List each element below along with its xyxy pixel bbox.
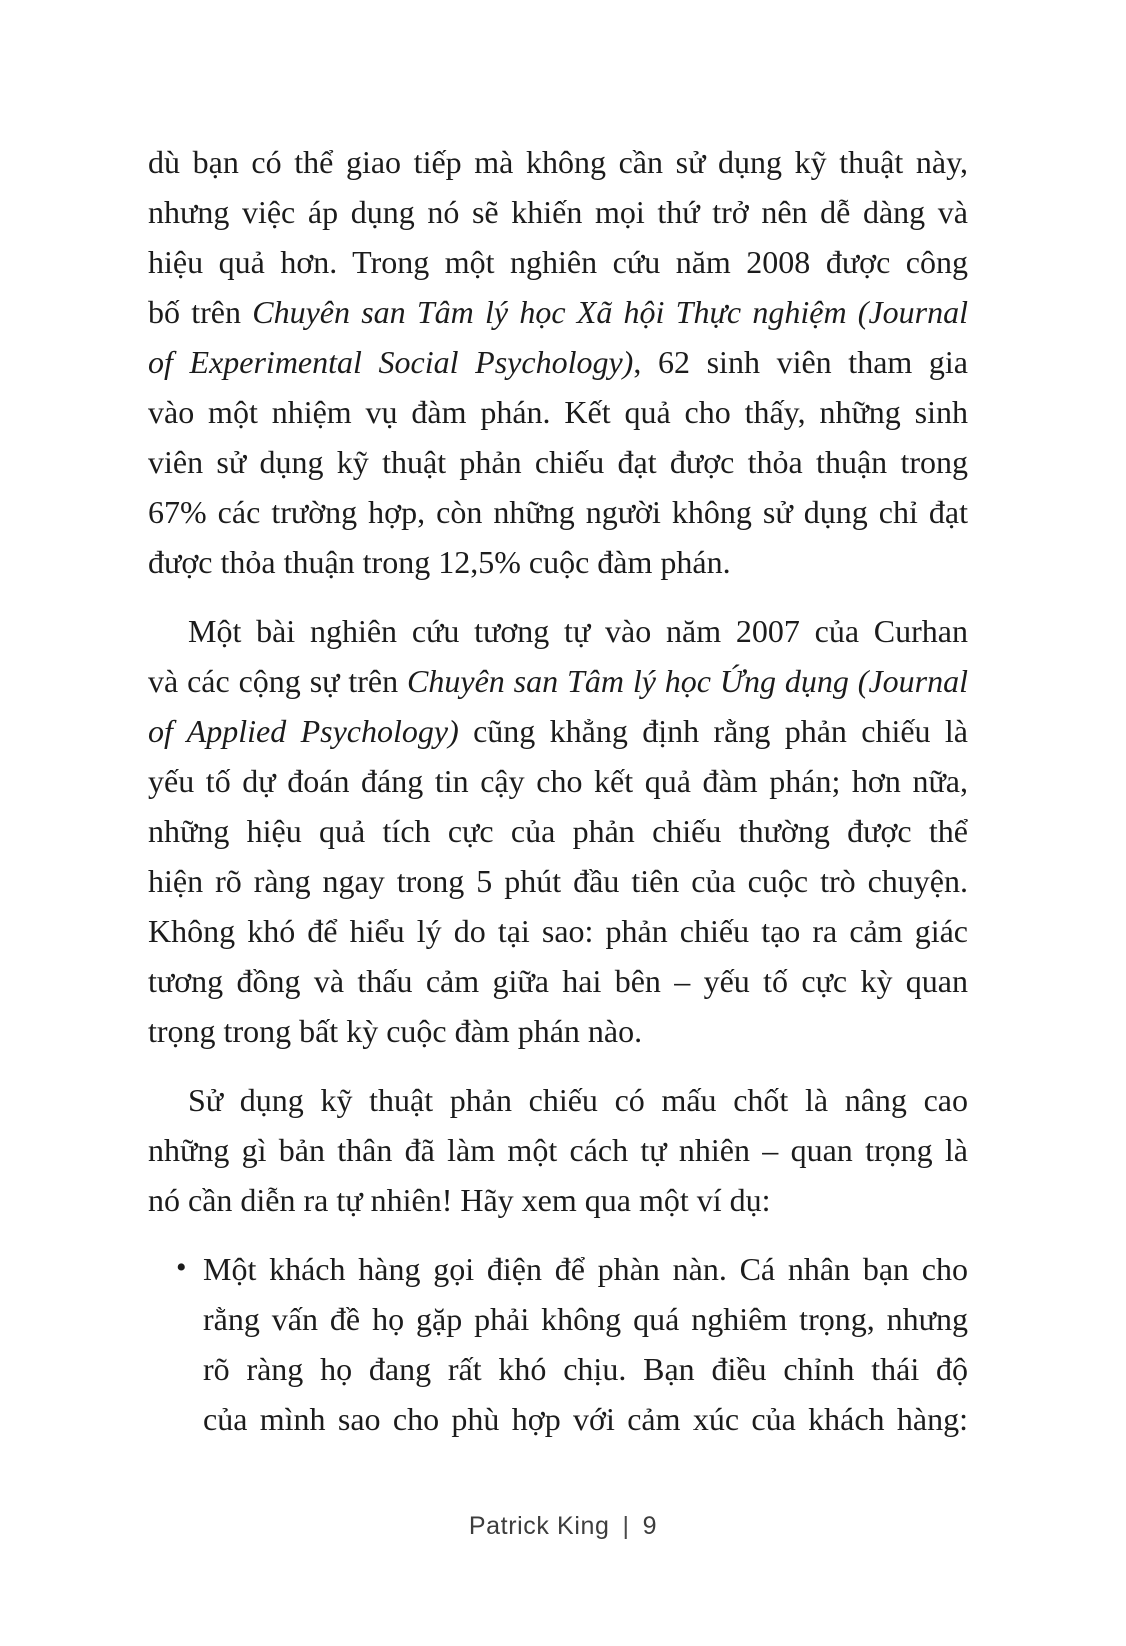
text-line [148,1006,968,1056]
text-line [148,237,968,287]
text-line [148,137,968,187]
text-segment: và các cộng sự trên [148,663,408,699]
text-segment: , 62 sinh viên tham gia [633,344,969,380]
text-line [148,487,968,537]
text-line [148,287,968,337]
text-segment: hiện rõ ràng ngay trong 5 phút đầu tiên của cuộc trò chuyện. [148,863,968,899]
text-segment: những hiệu quả tích cực của phản chiếu thường được thể [148,813,968,849]
text-segment: tương đồng và thấu cảm giữa hai bên – yếu tố cực kỳ quan [148,963,968,999]
text-line [148,606,968,656]
text-line [148,656,968,706]
page-footer [0,1512,1126,1541]
text-segment: Một khách hàng gọi điện để phàn nàn. Cá nhân bạn cho [203,1251,968,1287]
text-line [148,706,968,756]
text-segment: 67% các trường hợp, còn những người không sử dụng chỉ đạt [148,494,968,530]
text-line [148,387,968,437]
text-segment: dù bạn có thể giao tiếp mà không cần sử dụng kỹ thuật này, [148,144,968,180]
text-line [148,187,968,237]
text-line [203,1294,968,1344]
paragraph [148,606,968,1056]
text-line [148,906,968,956]
text-segment: cũng khẳng định rằng phản chiếu là [458,713,969,749]
text-line [148,806,968,856]
text-segment: rõ ràng họ đang rất khó chịu. Bạn điều chỉnh thái độ [203,1351,968,1387]
text-segment: Không khó để hiểu lý do tại sao: phản chiếu tạo ra cảm giác [148,913,968,949]
italic-text-segment: Chuyên san Tâm lý học Xã hội Thực nghiệm (Journal [252,294,969,330]
text-line [203,1394,968,1444]
footer-author: Patrick King [468,1512,610,1540]
text-segment: của mình sao cho phù hợp với cảm xúc của khách hàng: [203,1401,968,1437]
text-segment: được thỏa thuận trong 12,5% cuộc đàm phán. [148,544,731,580]
text-segment: rằng vấn đề họ gặp phải không quá nghiêm trọng, nhưng [203,1301,968,1337]
text-line [148,856,968,906]
text-line [148,1175,968,1225]
body-text [148,137,968,1444]
text-segment: nhưng việc áp dụng nó sẽ khiến mọi thứ trở nên dễ dàng và [148,194,968,230]
text-segment: Một bài nghiên cứu tương tự vào năm 2007 của Curhan [188,613,968,649]
italic-text-segment: of Experimental Social Psychology) [148,344,634,380]
text-segment: nó cần diễn ra tự nhiên! Hãy xem qua một ví dụ: [148,1182,771,1218]
paragraph [148,1075,968,1225]
text-segment: hiệu quả hơn. Trong một nghiên cứu năm 2008 được công [148,244,968,280]
text-line [148,337,968,387]
text-line [203,1244,968,1294]
bullet-marker-icon: • [176,1251,187,1284]
text-line [148,1075,968,1125]
text-segment: những gì bản thân đã làm một cách tự nhiên – quan trọng là [148,1132,968,1168]
text-line [148,437,968,487]
footer-separator: | [622,1512,630,1540]
text-segment: trọng trong bất kỳ cuộc đàm phán nào. [148,1013,643,1049]
text-segment: viên sử dụng kỹ thuật phản chiếu đạt được thỏa thuận trong [148,444,968,480]
text-line [148,537,968,587]
text-segment: yếu tố dự đoán đáng tin cậy cho kết quả đàm phán; hơn nữa, [148,763,968,799]
footer-page-number: 9 [642,1512,658,1540]
italic-text-segment: Chuyên san Tâm lý học Ứng dụng (Journal [407,663,969,699]
text-line [148,756,968,806]
text-segment: Sử dụng kỹ thuật phản chiếu có mấu chốt là nâng cao [188,1082,968,1118]
italic-text-segment: of Applied Psychology) [148,713,459,749]
text-segment: vào một nhiệm vụ đàm phán. Kết quả cho thấy, những sinh [148,394,968,430]
text-line [203,1344,968,1394]
text-segment: bố trên [148,294,253,330]
bullet-item [148,1244,968,1444]
paragraph [148,137,968,587]
text-line [148,956,968,1006]
text-line [148,1125,968,1175]
